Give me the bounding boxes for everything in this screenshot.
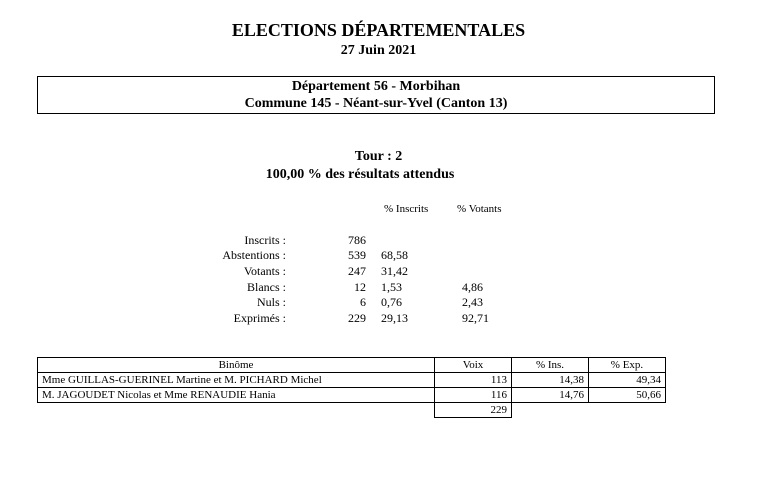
stat-label: Votants : bbox=[243, 264, 286, 278]
stat-label: Inscrits : bbox=[244, 233, 286, 247]
stat-row-exprimes bbox=[0, 311, 757, 326]
stat-pct-inscrits: 0,76 bbox=[381, 295, 402, 309]
cell-voix: 113 bbox=[435, 373, 512, 388]
cell-pct-ins: 14,76 bbox=[512, 388, 589, 403]
stat-row-votants bbox=[0, 264, 757, 279]
header-pct-votants: % Votants bbox=[457, 203, 502, 215]
stat-value: 539 bbox=[348, 248, 366, 262]
commune-label: Commune 145 - Néant-sur-Yvel (Canton 13) bbox=[244, 96, 508, 111]
results-expected-label: 100,00 % des résultats attendus bbox=[265, 167, 455, 182]
tour-label: Tour : 2 bbox=[354, 149, 403, 164]
location-box bbox=[37, 76, 715, 114]
stat-label: Blancs : bbox=[247, 280, 286, 294]
stat-row-abstentions bbox=[0, 248, 757, 263]
cell-pct-ins: 14,38 bbox=[512, 373, 589, 388]
cell-binome: Mme GUILLAS-GUERINEL Martine et M. PICHARD Michel bbox=[38, 373, 435, 388]
header-pct-inscrits: % Inscrits bbox=[384, 203, 429, 215]
stat-pct-inscrits: 29,13 bbox=[381, 311, 408, 325]
election-date: 27 Juin 2021 bbox=[340, 43, 417, 58]
header-pct-ins: % Ins. bbox=[512, 358, 589, 373]
departement-label: Département 56 - Morbihan bbox=[291, 79, 461, 94]
stat-pct-inscrits: 68,58 bbox=[381, 248, 408, 262]
cell-binome: M. JAGOUDET Nicolas et Mme RENAUDIE Hania bbox=[38, 388, 435, 403]
stat-value: 229 bbox=[348, 311, 366, 325]
stat-value: 786 bbox=[348, 233, 366, 247]
table-row bbox=[38, 388, 666, 403]
header-binome: Binôme bbox=[38, 358, 435, 373]
stat-value: 247 bbox=[348, 264, 366, 278]
stat-row-nuls bbox=[0, 295, 757, 310]
stat-pct-inscrits: 31,42 bbox=[381, 264, 408, 278]
stat-row-blancs bbox=[0, 280, 757, 295]
table-total-row bbox=[38, 403, 666, 418]
cell-voix: 116 bbox=[435, 388, 512, 403]
stat-pct-votants: 4,86 bbox=[462, 280, 483, 294]
stat-row-inscrits bbox=[0, 233, 757, 248]
stat-value: 6 bbox=[360, 295, 366, 309]
stat-pct-votants: 2,43 bbox=[462, 295, 483, 309]
header-pct-exp: % Exp. bbox=[589, 358, 666, 373]
table-row bbox=[38, 373, 666, 388]
stat-value: 12 bbox=[354, 280, 366, 294]
cell-pct-exp: 49,34 bbox=[589, 373, 666, 388]
page-title: ELECTIONS DÉPARTEMENTALES bbox=[231, 20, 526, 40]
stat-pct-inscrits: 1,53 bbox=[381, 280, 402, 294]
results-table bbox=[37, 357, 666, 418]
header-voix: Voix bbox=[435, 358, 512, 373]
cell-total-voix: 229 bbox=[435, 403, 512, 418]
cell-pct-exp: 50,66 bbox=[589, 388, 666, 403]
stat-label: Nuls : bbox=[256, 295, 286, 309]
stat-label: Abstentions : bbox=[222, 248, 286, 262]
table-header-row bbox=[38, 358, 666, 373]
stat-pct-votants: 92,71 bbox=[462, 311, 489, 325]
stat-label: Exprimés : bbox=[233, 311, 286, 325]
